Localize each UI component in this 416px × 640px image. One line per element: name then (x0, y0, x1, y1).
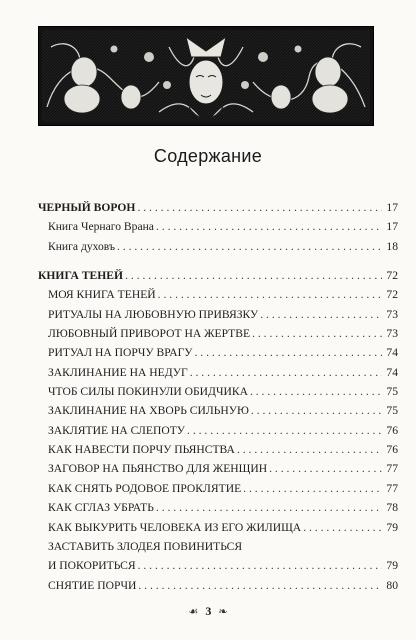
toc-entry (38, 421, 398, 440)
entry-label: ЗАКЛЯТИЕ НА СЛЕПОТУ (48, 423, 186, 437)
dot-leader (250, 382, 382, 401)
toc-entry (38, 576, 398, 595)
toc-entry (38, 498, 398, 517)
dot-leader (303, 518, 382, 537)
dot-leader (156, 217, 382, 236)
entry-label: КАК СГЛАЗ УБРАТЬ (48, 501, 154, 515)
page-number: 73 (386, 327, 398, 341)
entry-label: КАК ВЫКУРИТЬ ЧЕЛОВЕКА ИЗ ЕГО ЖИЛИЩА (48, 520, 302, 534)
dot-leader (251, 401, 382, 420)
toc-entry (38, 401, 398, 420)
entry-label-line2: И ПОКОРИТЬСЯ (48, 559, 136, 573)
dot-leader (156, 498, 382, 517)
toc-section-2 (38, 266, 398, 285)
page-number: 72 (386, 288, 398, 302)
dot-leader (237, 440, 382, 459)
page-number: 77 (386, 481, 398, 495)
page-number: 78 (386, 501, 398, 515)
entry-label: ЗАГОВОР НА ПЬЯНСТВО ДЛЯ ЖЕНЩИН (48, 462, 268, 476)
toc-entry (38, 217, 398, 236)
page-title: Содержание (153, 146, 263, 166)
entry-label: РИТУАЛЫ НА ЛЮБОВНУЮ ПРИВЯЗКУ (48, 307, 259, 321)
page-number: 74 (386, 346, 398, 360)
entry-label: ЛЮБОВНЫЙ ПРИВОРОТ НА ЖЕРТВЕ (48, 327, 251, 341)
toc-section-1 (38, 198, 398, 217)
page-footer (0, 604, 416, 619)
toc-entry (38, 343, 398, 362)
toc-entry (38, 363, 398, 382)
toc-entry-multiline (38, 537, 398, 576)
entry-label: РИТУАЛ НА ПОРЧУ ВРАГУ (48, 346, 193, 360)
entry-label-line1: ЗАСТАВИТЬ ЗЛОДЕЯ ПОВИНИТЬСЯ (48, 539, 243, 553)
dot-leader (187, 421, 382, 440)
dot-leader (269, 459, 382, 478)
toc-entry (38, 305, 398, 324)
dot-leader (138, 556, 382, 575)
toc-entry (38, 324, 398, 343)
decorative-banner (38, 26, 374, 126)
page-number: 79 (386, 559, 398, 573)
entry-label: Книга Чернаго Врана (48, 220, 154, 234)
entry-label: КАК НАВЕСТИ ПОРЧУ ПЬЯНСТВА (48, 443, 235, 457)
page-number: 72 (386, 269, 398, 283)
page-number: 17 (386, 201, 398, 214)
entry-label: ЧТОБ СИЛЫ ПОКИНУЛИ ОБИДЧИКА (48, 385, 248, 399)
toc-entry (38, 382, 398, 401)
page-number: 76 (386, 443, 398, 457)
entry-label: КАК СНЯТЬ РОДОВОЕ ПРОКЛЯТИЕ (48, 481, 242, 495)
dot-leader (195, 343, 383, 362)
page-number: 77 (386, 462, 398, 476)
ornament-engraving (39, 27, 373, 125)
toc-entry (38, 459, 398, 478)
page-number: 17 (386, 220, 398, 234)
toc-entry (38, 518, 398, 537)
ornament-left-icon: ☙ (188, 606, 199, 618)
page-number: 74 (386, 365, 398, 379)
toc-entry (38, 440, 398, 459)
toc-entry (38, 285, 398, 304)
page-number: 73 (386, 307, 398, 321)
section-title: ЧЕРНЫЙ ВОРОН (38, 201, 136, 214)
entry-label: ЗАКЛИНАНИЕ НА НЕДУГ (48, 365, 188, 379)
dot-leader (260, 305, 382, 324)
dot-leader (158, 285, 382, 304)
table-of-contents (38, 198, 398, 595)
toc-entry (38, 479, 398, 498)
dot-leader (138, 576, 382, 595)
entry-label: МОЯ КНИГА ТЕНЕЙ (48, 288, 156, 302)
page-number: 75 (386, 404, 398, 418)
toc-entry (38, 237, 398, 256)
page-number: 76 (386, 423, 398, 437)
dot-leader (243, 479, 382, 498)
page-number: 75 (386, 385, 398, 399)
dot-leader (137, 198, 382, 217)
ornament-right-icon: ❧ (218, 606, 228, 618)
dot-leader (190, 363, 382, 382)
entry-label: СНЯТИЕ ПОРЧИ (48, 578, 137, 592)
dot-leader (125, 266, 382, 285)
dot-leader (252, 324, 382, 343)
page-number-footer: 3 (205, 604, 212, 618)
entry-label: ЗАКЛИНАНИЕ НА ХВОРЬ СИЛЬНУЮ (48, 404, 249, 418)
page-number: 79 (386, 520, 398, 534)
section-title: КНИГА ТЕНЕЙ (38, 269, 124, 283)
dot-leader (117, 237, 382, 256)
page-number: 18 (386, 239, 398, 253)
entry-label: Книга духовъ (48, 239, 115, 253)
page-number: 80 (386, 578, 398, 592)
